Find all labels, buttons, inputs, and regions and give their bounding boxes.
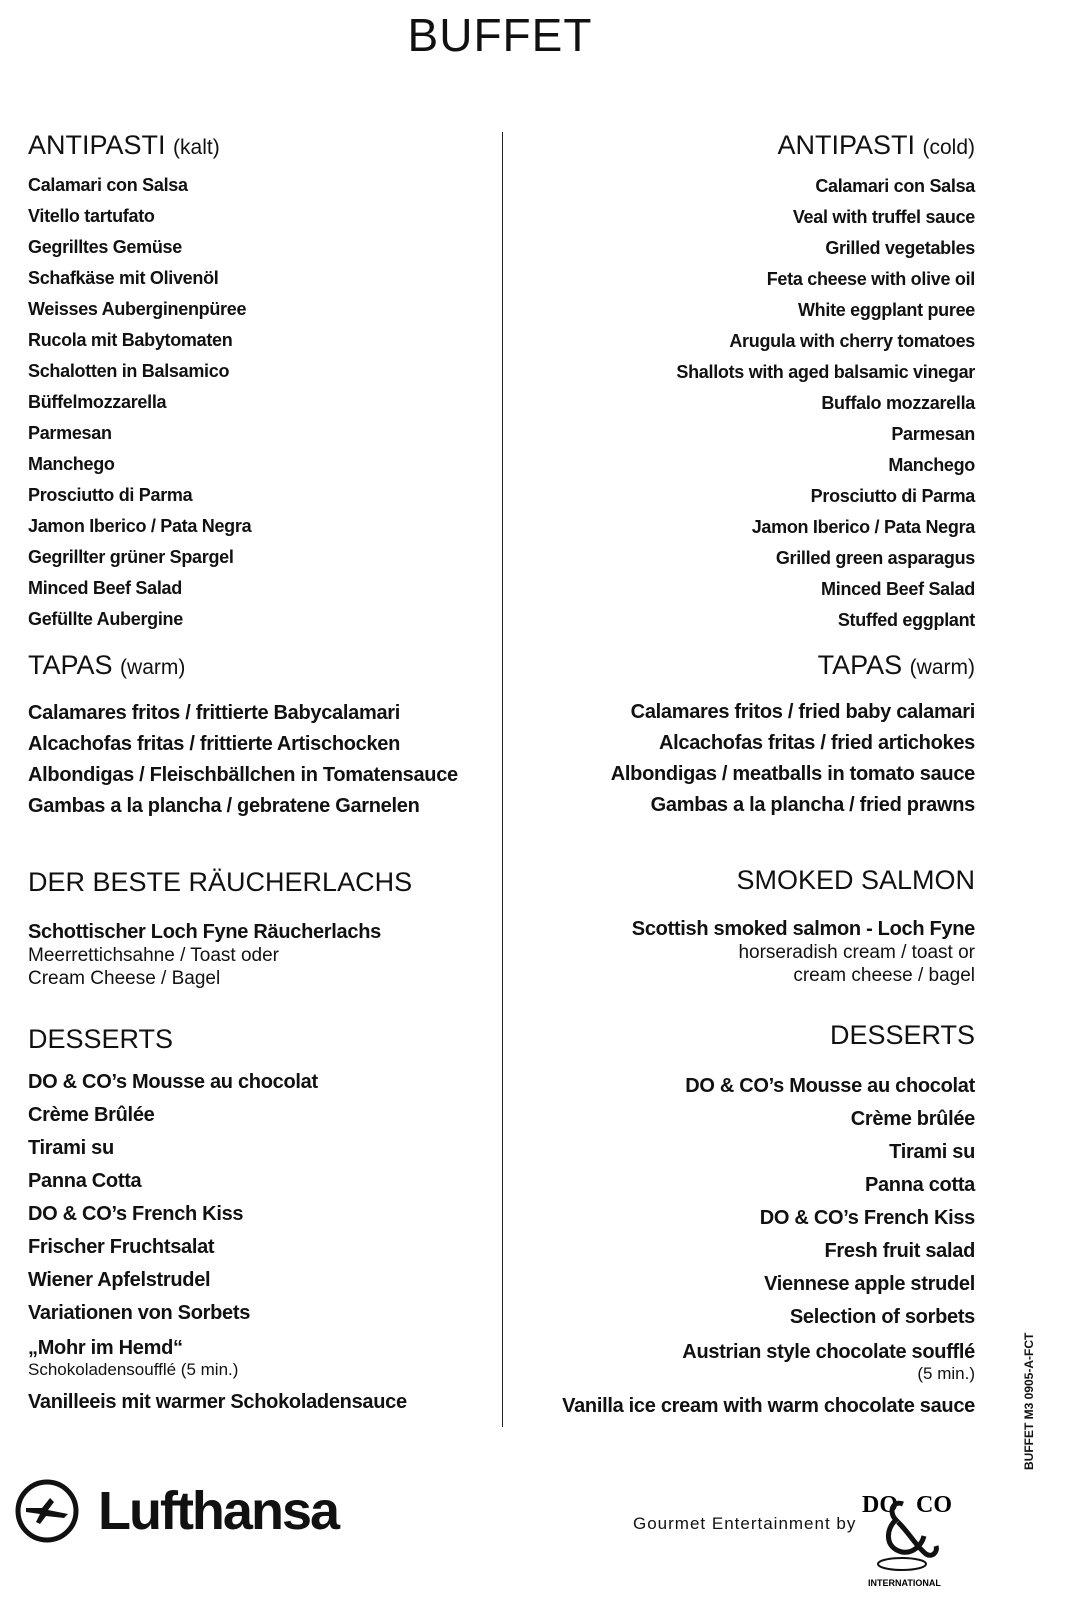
dessert-note: Schokoladensoufflé (5 min.)	[28, 1360, 239, 1379]
desserts-heading-en: DESSERTS	[829, 1020, 975, 1050]
salmon-note: cream cheese / bagel	[793, 965, 975, 986]
antipasti-item: Stuffed eggplant	[837, 610, 975, 630]
antipasti-item: Jamon Iberico / Pata Negra	[28, 516, 252, 536]
antipasti-item: Prosciutto di Parma	[810, 486, 975, 506]
salmon-block-en	[632, 917, 975, 987]
antipasti-item: Minced Beef Salad	[821, 579, 975, 599]
dessert-item: DO & CO’s French Kiss	[28, 1203, 244, 1225]
antipasti-item: Parmesan	[28, 423, 112, 443]
antipasti-item: Manchego	[28, 454, 115, 474]
desserts-list-en	[562, 1070, 975, 1423]
tapas-item: Gambas a la plancha / gebratene Garnelen	[28, 795, 420, 817]
tapas-item: Gambas a la plancha / fried prawns	[650, 794, 975, 816]
doco-text-international: INTERNATIONAL	[868, 1578, 941, 1588]
antipasti-item: Büffelmozzarella	[28, 392, 167, 412]
antipasti-item: Jamon Iberico / Pata Negra	[751, 517, 975, 537]
antipasti-item: Grilled green asparagus	[775, 548, 975, 568]
antipasti-heading-en: ANTIPASTI (cold)	[777, 130, 975, 160]
tapas-heading-en: TAPAS (warm)	[817, 650, 975, 680]
salmon-item: Schottischer Loch Fyne Räucherlachs	[28, 921, 381, 943]
tapas-item: Albondigas / meatballs in tomato sauce	[610, 763, 975, 785]
dessert-item: DO & CO’s Mousse au chocolat	[685, 1075, 975, 1097]
antipasti-item: Feta cheese with olive oil	[766, 269, 975, 289]
dessert-item: Panna Cotta	[28, 1170, 142, 1192]
antipasti-item: Shallots with aged balsamic vinegar	[676, 362, 975, 382]
english-column	[515, 0, 975, 1600]
desserts-heading-de: DESSERTS	[28, 1024, 174, 1054]
tapas-item: Calamares fritos / frittierte Babycalamari	[28, 702, 401, 724]
salmon-note: Meerrettichsahne / Toast oder	[28, 945, 280, 966]
lufthansa-wordmark: Lufthansa	[98, 1481, 339, 1541]
do-and-co-logo-icon	[858, 1490, 953, 1590]
antipasti-heading-de: ANTIPASTI (kalt)	[28, 130, 220, 160]
dessert-item: Selection of sorbets	[789, 1306, 975, 1328]
antipasti-item: Vitello tartufato	[28, 206, 155, 226]
dessert-item: Panna cotta	[864, 1174, 975, 1196]
antipasti-list-de	[28, 170, 251, 635]
tapas-list-de	[28, 698, 458, 822]
tapas-item: Alcachofas fritas / frittierte Artischocken	[28, 733, 401, 755]
tapas-item: Albondigas / Fleischbällchen in Tomatensauce	[28, 764, 458, 786]
lufthansa-crane-icon	[14, 1478, 80, 1544]
antipasti-item: Gefüllte Aubergine	[28, 609, 183, 629]
salmon-heading-en: SMOKED SALMON	[736, 865, 975, 895]
dessert-item: Crème Brûlée	[28, 1104, 155, 1126]
antipasti-item: Calamari con Salsa	[815, 176, 975, 196]
menu-code: BUFFET M3 0905-A-FCT	[1022, 1332, 1036, 1470]
antipasti-item: Manchego	[888, 455, 975, 475]
antipasti-item: Weisses Auberginenpüree	[28, 299, 247, 319]
salmon-note: Cream Cheese / Bagel	[28, 968, 221, 989]
dessert-item: Crème brûlée	[850, 1108, 975, 1130]
doco-text-co: CO	[916, 1492, 952, 1518]
dessert-item: Frischer Fruchtsalat	[28, 1236, 215, 1258]
antipasti-item: Schafkäse mit Olivenöl	[28, 268, 219, 288]
tapas-item: Calamares fritos / fried baby calamari	[630, 701, 975, 723]
dessert-item: Variationen von Sorbets	[28, 1302, 251, 1324]
dessert-item: DO & CO’s French Kiss	[759, 1207, 975, 1229]
page-title: BUFFET	[407, 9, 593, 61]
antipasti-item: Veal with truffel sauce	[792, 207, 975, 227]
salmon-heading-de: DER BESTE RÄUCHERLACHS	[28, 867, 413, 897]
gourmet-credit: Gourmet Entertainment by	[633, 1514, 857, 1533]
antipasti-item: Minced Beef Salad	[28, 578, 182, 598]
desserts-list-de	[28, 1066, 407, 1419]
dessert-item: Fresh fruit salad	[824, 1240, 975, 1262]
dessert-item: Viennese apple strudel	[764, 1273, 975, 1295]
lufthansa-logo	[14, 1478, 338, 1544]
antipasti-item: Gegrilltes Gemüse	[28, 237, 182, 257]
antipasti-item: White eggplant puree	[797, 300, 975, 320]
tapas-item: Alcachofas fritas / fried artichokes	[659, 732, 975, 754]
salmon-block-de	[28, 920, 381, 990]
german-column	[28, 0, 488, 1600]
salmon-note: horseradish cream / toast or	[738, 942, 975, 963]
dessert-item: Vanilla ice cream with warm chocolate sauce	[562, 1395, 975, 1417]
dessert-item: Vanilleeis mit warmer Schokoladensauce	[28, 1391, 407, 1413]
dessert-item: DO & CO’s Mousse au chocolat	[28, 1071, 318, 1093]
antipasti-item: Grilled vegetables	[825, 238, 975, 258]
dessert-item: Austrian style chocolate soufflé	[682, 1341, 975, 1363]
antipasti-item: Rucola mit Babytomaten	[28, 330, 233, 350]
antipasti-item: Schalotten in Balsamico	[28, 361, 230, 381]
column-divider	[502, 132, 503, 1427]
antipasti-item: Parmesan	[891, 424, 975, 444]
antipasti-item: Arugula with cherry tomatoes	[729, 331, 975, 351]
antipasti-item: Gegrillter grüner Spargel	[28, 547, 234, 567]
dessert-item: Tirami su	[889, 1141, 975, 1163]
tapas-heading-de: TAPAS (warm)	[28, 650, 186, 680]
dessert-note: (5 min.)	[917, 1364, 975, 1383]
antipasti-list-en	[676, 171, 975, 636]
tapas-list-en	[611, 697, 975, 821]
dessert-item: Tirami su	[28, 1137, 114, 1159]
antipasti-item: Prosciutto di Parma	[28, 485, 193, 505]
dessert-item: „Mohr im Hemd“	[28, 1337, 183, 1359]
antipasti-item: Buffalo mozzarella	[821, 393, 975, 413]
salmon-item: Scottish smoked salmon - Loch Fyne	[631, 918, 975, 940]
dessert-item: Wiener Apfelstrudel	[28, 1269, 211, 1291]
antipasti-item: Calamari con Salsa	[28, 175, 188, 195]
doco-text-do: DO	[862, 1492, 898, 1518]
